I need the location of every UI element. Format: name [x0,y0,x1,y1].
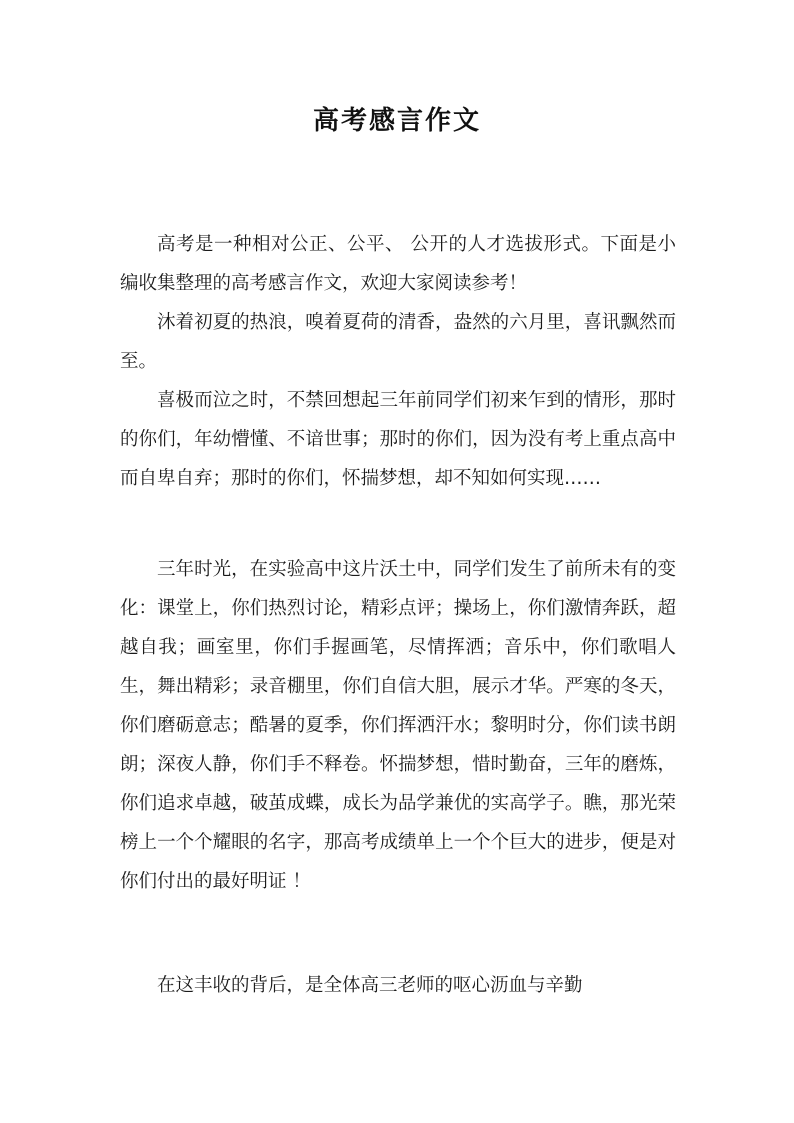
paragraph-intro: 高考是一种相对公正、公平、 公开的人才选拔形式。下面是小编收集整理的高考感言作文，欢迎大家阅读参考！ [120,234,676,294]
paragraph-teachers: 在这丰收的背后，是全体高三老师的呕心沥血与辛勤 [157,975,583,996]
paragraph-recollection: 喜极而泣之时，不禁回想起三年前同学们初来乍到的情形，那时的你们，年幼懵懂、不谙世事；那时的你们，因为没有考上重点高中而自卑自弃；那时的你们，怀揣梦想，却不知如何实现…… [120,390,676,489]
paragraph-three-years: 三年时光，在实验高中这片沃土中，同学们发生了前所未有的变化：课堂上，你们热烈讨论，精彩点评；操场上，你们激情奔跃，超越自我；画室里，你们手握画笔，尽情挥洒；音乐中，你们歌唱人生，舞出精彩；录音棚里，你们自信大胆，展示才华。严寒的冬天，你们磨砺意志；酷暑的夏季，你们挥洒汗水；黎明时分，你们读书朗朗；深夜人静，你们手不释卷。怀揣梦想，惜时勤奋，三年的磨炼，你们追求卓越，破茧成蝶，成长为品学兼优的实高学子。瞧，那光荣榜上一个个耀眼的名字，那高考成绩单上一个个巨大的进步，便是对你们付出的最好明证 ！ [120,559,676,892]
document-title: 高考感言作文 [312,106,481,136]
paragraph-june-news: 沐着初夏的热浪，嗅着夏荷的清香，盎然的六月里，喜讯飘然而至。 [120,312,676,372]
